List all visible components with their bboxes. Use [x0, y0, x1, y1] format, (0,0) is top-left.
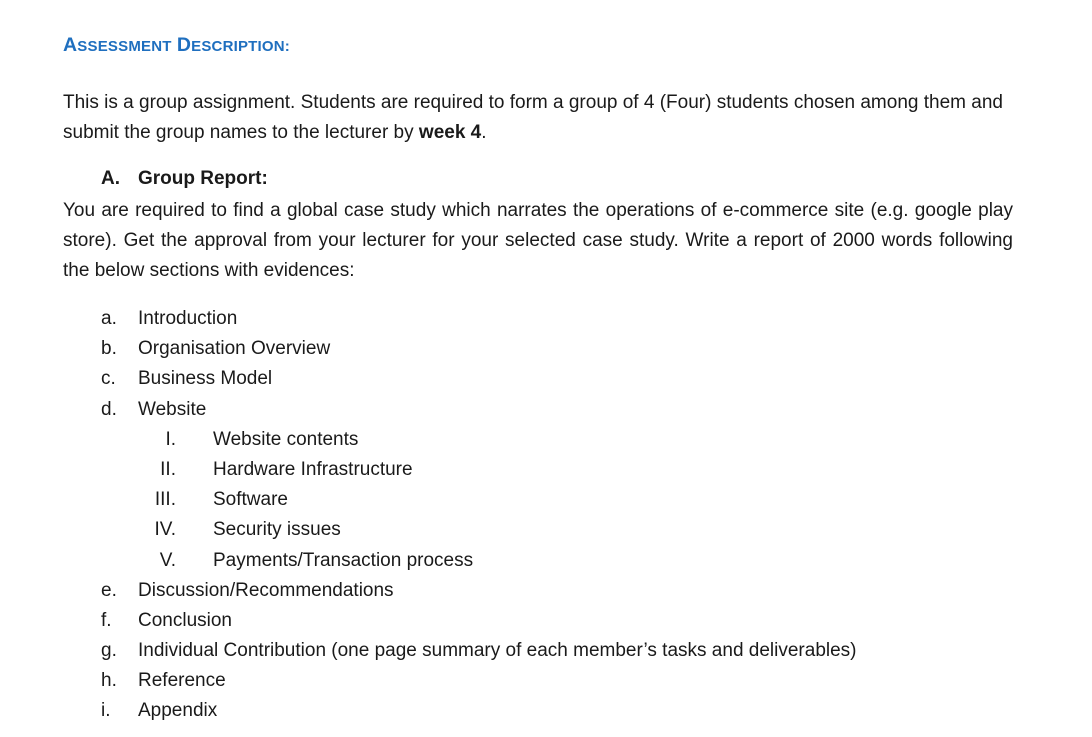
list-item [0, 334, 1092, 364]
list-marker: g. [101, 640, 117, 662]
list-text: Introduction [138, 308, 238, 329]
sub-list-marker: II. [160, 458, 176, 480]
sub-list-text: Software [213, 489, 288, 511]
sub-list-item [0, 425, 1092, 455]
sub-list-marker: III. [154, 489, 176, 511]
sub-list-marker: I. [165, 428, 176, 450]
report-sections-list [0, 304, 1092, 727]
list-marker: i. [101, 700, 111, 722]
list-item [0, 636, 1092, 666]
intro-text: This is a group assignment. Students are required to form a group of 4 (Four) students chosen among them and submit the group names to the lecturer by [63, 92, 1003, 143]
list-item [0, 395, 1092, 425]
list-item [0, 364, 1092, 394]
heading-rest-assessment: SSESSMENT [77, 38, 172, 55]
list-item [0, 696, 1092, 726]
sub-list-text: Security issues [213, 519, 341, 541]
sub-list-item [0, 546, 1092, 576]
list-marker: f. [101, 609, 112, 631]
list-marker: h. [101, 670, 117, 692]
heading-cap-a: A [63, 34, 78, 56]
section-a-paragraph: You are required to find a global case study which narrates the operations of e-commerce site (e.g. google play store). Get the approval from your lecturer for your selected case study. Write a report of 2000 words following the below sections with evidences: [63, 200, 1013, 281]
list-text: Website [138, 398, 207, 420]
assessment-description-heading [63, 34, 290, 57]
list-text: Conclusion [138, 609, 232, 631]
list-text: Appendix [138, 700, 218, 722]
sub-list-marker: IV. [154, 519, 176, 541]
list-text: Discussion/Recommendations [138, 579, 394, 601]
sub-list-text: Payments/Transaction process [213, 549, 474, 571]
list-item [0, 304, 1092, 334]
list-text: Business Model [138, 368, 273, 390]
list-marker: a. [101, 308, 117, 329]
list-marker: e. [101, 579, 117, 601]
sub-list-item [0, 455, 1092, 485]
intro-end: . [481, 122, 487, 143]
section-a-title-text: Group Report: [138, 168, 268, 189]
list-text: Individual Contribution (one page summary of each member’s tasks and deliverables) [138, 640, 857, 662]
list-item [0, 666, 1092, 696]
intro-deadline: week 4 [418, 122, 482, 143]
sub-list-text: Hardware Infrastructure [213, 458, 413, 480]
list-text: Reference [138, 670, 226, 692]
list-item [0, 606, 1092, 636]
section-a-title [101, 168, 268, 190]
intro-paragraph [63, 88, 1013, 148]
heading-rest-description: ESCRIPTION: [191, 38, 290, 55]
list-marker: c. [101, 368, 116, 390]
list-marker: b. [101, 338, 117, 360]
sub-list-item [0, 515, 1092, 545]
list-marker: d. [101, 398, 117, 420]
section-a-marker: A. [101, 168, 120, 189]
list-text: Organisation Overview [138, 338, 331, 360]
sub-list-item [0, 485, 1092, 515]
sub-list-marker: V. [159, 549, 176, 571]
sub-list-text: Website contents [213, 428, 359, 450]
heading-cap-d: D [176, 34, 192, 56]
list-item [0, 576, 1092, 606]
